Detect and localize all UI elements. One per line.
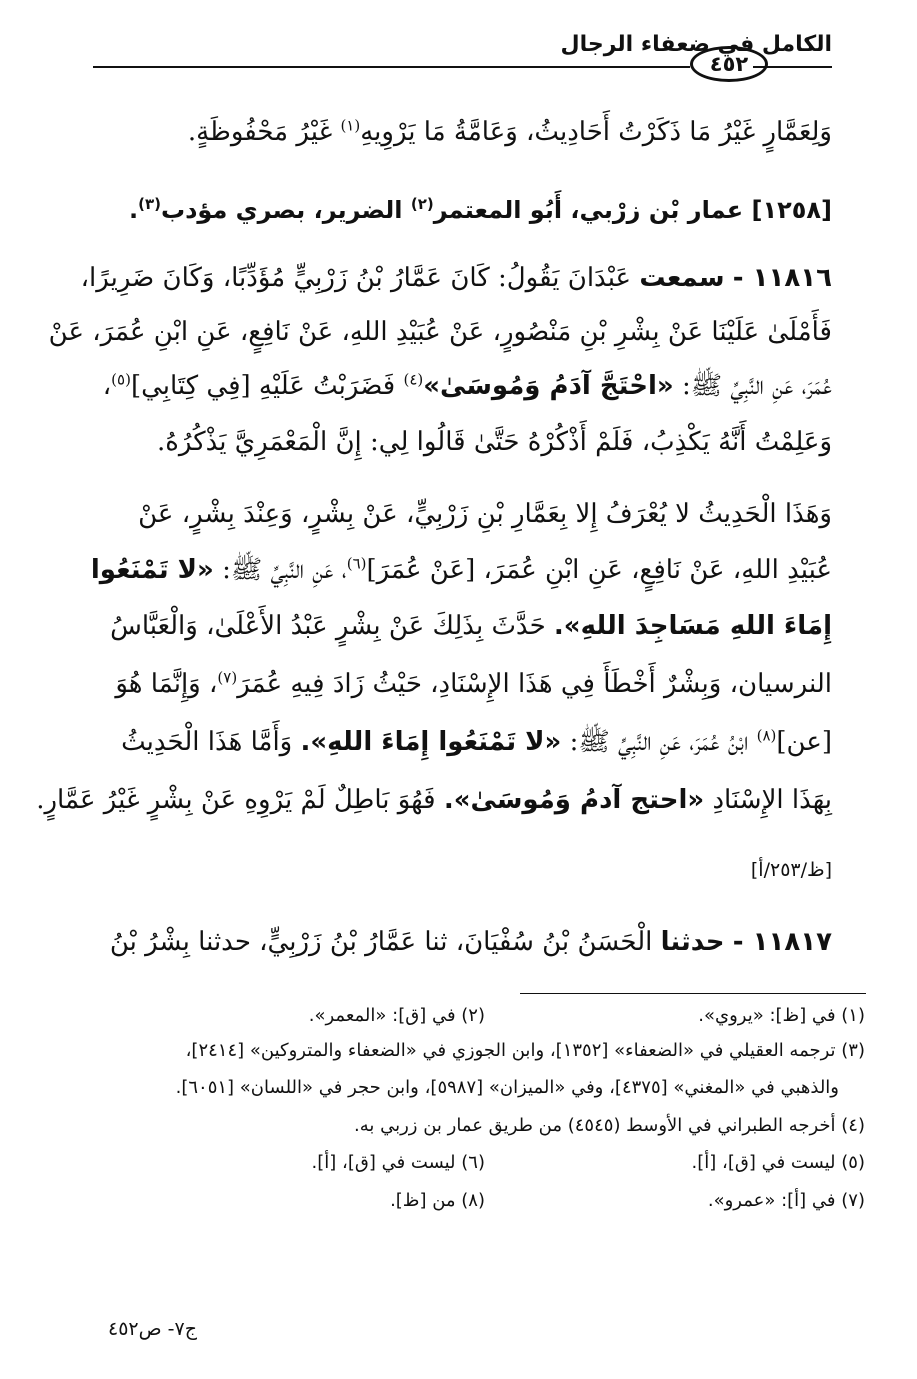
hadith-11817-line-1: ١١٨١٧ - حدثنا الْحَسَنُ بْنُ سُفْيَانَ، ثنا عَمَّارُ بْنُ زَرْبِيٍّ، حدثنا بِشْرُ بْنُ: [109, 927, 832, 957]
footnote-3-cont: والذهبي في «المغني» [٤٣٧٥]، وفي «الميزان» [٥٩٨٧]، وابن حجر في «اللسان» [٦٠٥١].: [175, 1077, 839, 1098]
para-2-line-4: النرسيان، وَبِشْرٌ أَخْطَأَ فِي هَذَا الإِسْنَادِ، حَيْثُ زَادَ فِيهِ عُمَرَ$^{(٧)}$، وَإِنَّمَا هُوَ: [115, 668, 832, 699]
footnote-5: (٥) ليست في [ق]، [أ].: [691, 1152, 865, 1173]
page-number-badge: [690, 46, 768, 82]
book-title: الكامل في ضعفاء الرجال: [560, 32, 832, 57]
para-2-line-5: [عن]$^{(٨)}$ ابْنُ عُمَرَ، عَنِ النَّبِيِّ ﷺ: «لا تَمْنَعُوا إِمَاءَ اللهِ». وَأَمَّا هَذَا الْحَدِيثُ: [121, 726, 832, 757]
para-2-line-6: بِهَذَا الإِسْنَادِ «احتج آدمُ وَمُوسَىٰ». فَهُوَ بَاطِلٌ لَمْ يَرْوِهِ عَنْ بِشْرٍ غَيْرُ عَمَّارٍ.: [36, 785, 832, 815]
page-number: ٤٥٢: [709, 52, 749, 76]
hadith-11816-line-4: وَعَلِمْتُ أَنَّهُ يَكْذِبُ، فَلَمْ أَذْكُرْهُ حَتَّىٰ قَالُوا لِي: إِنَّ الْمَعْمَرِيَّ يَذْكُرُهُ.: [156, 427, 832, 457]
footnote-4: (٤) أخرجه الطبراني في الأوسط (٤٥٤٥) من طريق عمار بن زربي به.: [353, 1115, 865, 1136]
para-2-line-2: عُبَيْدِ اللهِ، عَنْ نَافِعٍ، عَنِ ابْنِ عُمَرَ، [عَنْ عُمَرَ]$^{(٦)}$، عَنِ النَّبِيِّ ﷺ: «لا تَمْنَعُوا: [90, 554, 832, 585]
text-line-1: وَلِعَمَّارٍ غَيْرُ مَا ذَكَرْتُ أَحَادِيثُ، وَعَامَّةُ مَا يَرْوِيهِ$^{(١)}$ غَيْرُ مَحْفُوظَةٍ.: [187, 116, 832, 147]
hadith-11816-line-2: فَأَمْلَىٰ عَلَيْنَا عَنْ بِشْرِ بْنِ مَنْصُورٍ، عَنْ عُبَيْدِ اللهِ، عَنْ نَافِعٍ، عَنِ ابْنِ عُمَرَ، عَنْ: [48, 317, 832, 347]
hadith-number: ١١٨١٧ -: [732, 927, 832, 957]
volume-page-ref: ج٧- ص٤٥٢: [108, 1318, 197, 1340]
footnote-7: (٧) في [أ]: «عمرو».: [707, 1190, 865, 1211]
para-2-line-1: وَهَذَا الْحَدِيثُ لا يُعْرَفُ إِلا بِعَمَّارِ بْنِ زَرْبِيٍّ، عَنْ بِشْرٍ، وَعِنْدَ بِشْرٍ، عَنْ: [138, 499, 832, 529]
footnote-3: (٣) ترجمه العقيلي في «الضعفاء» [١٣٥٢]، وابن الجوزي في «الضعفاء والمتروكين» [٢٤١٤]،: [185, 1040, 865, 1061]
manuscript-ref: [ظ/٢٥٣/أ]: [750, 859, 832, 881]
para-2-line-3: إِمَاءَ اللهِ مَسَاجِدَ اللهِ». حَدَّثَ بِذَلِكَ عَنْ بِشْرٍ عَبْدُ الأَعْلَىٰ، وَالْعَبَّاسُ: [110, 611, 832, 641]
hadith-number: ١١٨١٦ -: [732, 263, 832, 293]
header-rule-left: [93, 66, 690, 68]
footnote-ref-1: (١): [340, 116, 361, 135]
hadith-11816-line-1: ١١٨١٦ - سمعت عَبْدَانَ يَقُولُ: كَانَ عَمَّارُ بْنُ زَرْبِيٍّ مُؤَدِّبًا، وَكَانَ ضَرِيرًا،: [80, 263, 832, 293]
entry-heading: [١٢٥٨] عمار بْن زرْبي، أَبُو المعتمر$^{(٢)}$ الضرير، بصري مؤدب$^{(٣)}$.: [128, 195, 832, 224]
footnote-1: (١) في [ظ]: «يروي».: [698, 1005, 865, 1026]
footnote-separator: [520, 993, 866, 994]
entry-number: [١٢٥٨]: [751, 196, 832, 224]
footnote-2: (٢) في [ق]: «المعمر».: [308, 1005, 485, 1026]
footnote-8: (٨) من [ظ].: [390, 1190, 485, 1211]
footnote-6: (٦) ليست في [ق]، [أ].: [311, 1152, 485, 1173]
hadith-11816-line-3: عُمَرَ، عَنِ النَّبِيِّ ﷺ: «احْتَجَّ آدَمُ وَمُوسَىٰ»$^{(٤)}$ فَضَرَبْتُ عَلَيْهِ [فِي كِتَابِي]$^{(٥)}$،: [102, 370, 832, 401]
